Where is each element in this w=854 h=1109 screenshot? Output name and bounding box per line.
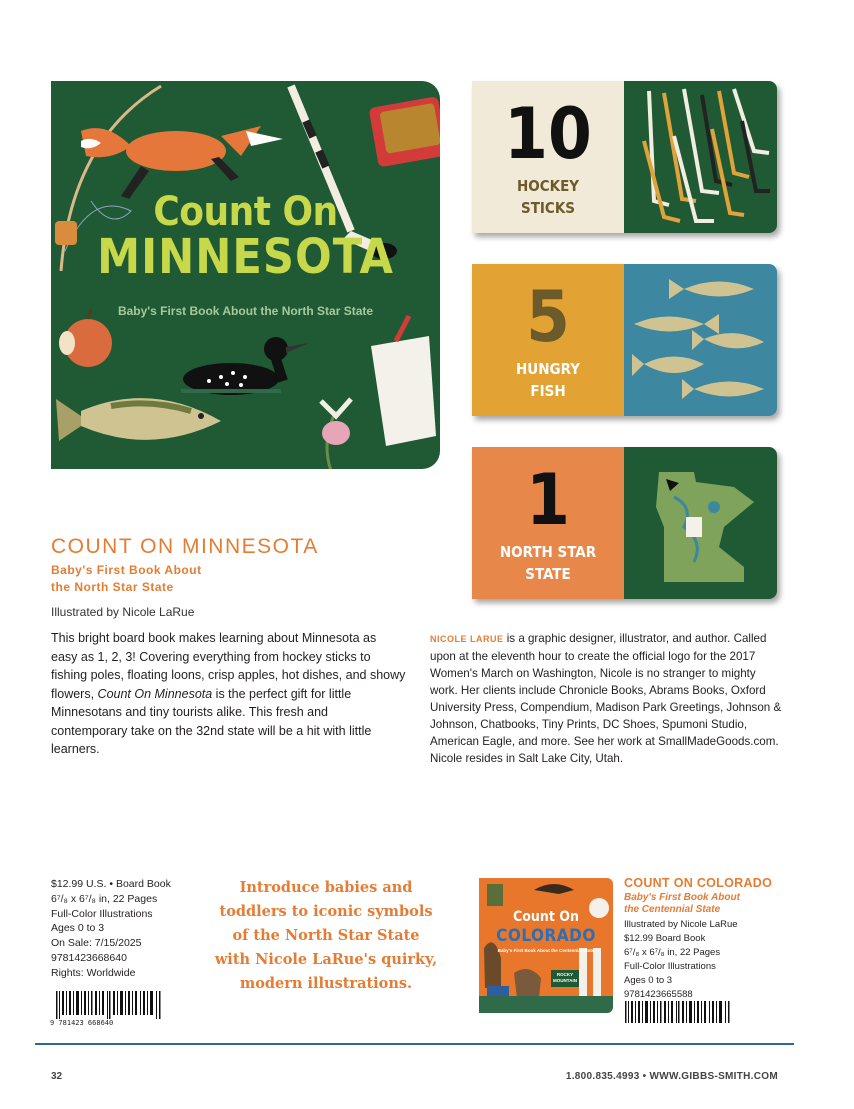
colorado-price: $12.99 Board Book <box>624 933 706 944</box>
spread-right-page <box>624 81 777 233</box>
barcode-number: 9 781423 668640 <box>50 1019 114 1027</box>
spread-number: 1 <box>526 459 570 541</box>
spread-number: 10 <box>504 93 592 175</box>
colorado-specs <box>624 918 738 1002</box>
spec-ages: Ages 0 to 3 <box>51 922 105 935</box>
spread-label-line2: STATE <box>525 565 571 583</box>
book-specs <box>51 877 171 981</box>
promo-line1: Introduce babies and <box>239 879 413 896</box>
spread-label-line1: HUNGRY <box>516 360 580 378</box>
promo-line3: of the North Star State <box>232 927 420 944</box>
book-cover-colorado <box>479 878 613 1013</box>
co-cover-title1: Count On <box>513 909 579 925</box>
colorado-ages: Ages 0 to 3 <box>624 975 673 986</box>
spec-rights: Rights: Worldwide <box>51 966 136 979</box>
spread-label <box>472 358 624 402</box>
spread-label-line1: NORTH STAR <box>499 543 597 561</box>
description-text: This bright board book makes learning about Minnesota as easy as 1, 2, 3! Covering everything from hockey sticks to fishing poles, floating loons, crisp apples, hot dishes, and showy flowers, <box>51 631 406 701</box>
fish-illustration <box>624 264 777 416</box>
spread-left-page <box>472 264 624 416</box>
book-description <box>51 629 406 759</box>
co-cover-title2: COLORADO <box>496 926 596 946</box>
spread-hockey-sticks <box>472 81 777 233</box>
author-bio-text: is a graphic designer, illustrator, and author. Called upon at the eleventh hour to create the official logo for the 2017 Women's March on Washington, Nicole is no stranger to mighty work. Her clients include Chronicle Books, Abrams Books, Oxford University Press, Compendium, Madison Park Greetings, Johnson & Johnson, Chatbooks, Tiny Prints, DC Shoes, Spumoni Studio, American Eagle, and more. See her work at SmallMadeGoods.com. Nicole resides in Salt Lake City, Utah. <box>430 632 782 765</box>
spread-right-page <box>624 264 777 416</box>
spread-label-line2: STICKS <box>520 199 576 217</box>
spec-illustrations: Full-Color Illustrations <box>51 907 153 920</box>
co-cover-sign-line1: ROCKY <box>556 972 574 977</box>
cover-title-count-on: Count On <box>153 189 338 235</box>
colorado-subtitle <box>624 892 740 916</box>
description-italic-title: Count On Minnesota <box>97 686 213 701</box>
loon-icon <box>181 337 309 395</box>
author-bio <box>430 630 782 767</box>
colorado-illustrations: Full-Color Illustrations <box>624 961 716 972</box>
cover-title-minnesota: MINNESOTA <box>97 229 394 285</box>
milk-glass-icon <box>371 316 436 446</box>
spread-label-line2: FISH <box>530 382 566 400</box>
spread-hungry-fish <box>472 264 777 416</box>
co-cover-subtitle: Baby's First Book About the Centennial State <box>497 948 595 953</box>
promo-line2: toddlers to iconic symbols <box>219 903 433 920</box>
promo-text <box>210 876 442 996</box>
spread-number: 5 <box>526 276 570 358</box>
page-number: 32 <box>51 1071 63 1082</box>
colorado-illustrator: Illustrated by Nicole LaRue <box>624 919 738 930</box>
colorado-size: 6⁷/₈ x 6⁷/₈ in, 22 Pages <box>624 947 721 958</box>
author-name: NICOLE LARUE <box>430 634 504 644</box>
colorado-title: COUNT ON COLORADO <box>624 876 773 890</box>
spec-price: $12.99 U.S. • Board Book <box>51 878 171 890</box>
co-cover-sign <box>551 970 579 987</box>
spec-on-sale: On Sale: 7/15/2025 <box>51 937 142 950</box>
spread-left-page <box>472 81 624 233</box>
book-subtitle-line2: the North Star State <box>51 580 174 594</box>
spread-label <box>472 541 624 585</box>
promo-line4: with Nicole LaRue's quirky, <box>214 951 438 968</box>
description-text-end: is the perfect gift for little Minnesotans and tiny tourists alike. This fresh and contemporary take on the 32nd state will be a hit with little learners. <box>51 686 372 756</box>
cover-subtitle: Baby's First Book About the North Star State <box>117 304 374 318</box>
fish-icon <box>56 398 221 441</box>
book-subtitle <box>51 562 202 596</box>
spread-left-page <box>472 447 624 599</box>
book-title: COUNT ON MINNESOTA <box>51 535 319 558</box>
spread-label-line1: HOCKEY <box>516 177 580 195</box>
barcode-minnesota <box>56 991 162 1019</box>
barcode-colorado <box>625 1001 731 1023</box>
book-subtitle-line1: Baby's First Book About <box>51 563 202 577</box>
colorado-subtitle-line2: the Centennial State <box>624 904 721 915</box>
spread-north-star-state <box>472 447 777 599</box>
spread-right-page <box>624 447 777 599</box>
colorado-isbn: 9781423665588 <box>624 989 693 1000</box>
co-cover-sign-line2: MOUNTAIN <box>553 978 577 983</box>
lady-slipper-flower-icon <box>321 399 351 469</box>
minnesota-map-icon <box>624 447 777 599</box>
book-illustrator: Illustrated by Nicole LaRue <box>51 605 195 619</box>
footer-contact: 1.800.835.4993 • WWW.GIBBS-SMITH.COM <box>565 1071 778 1082</box>
spread-label <box>472 175 624 219</box>
hotdish-icon <box>369 96 440 167</box>
spec-size: 6⁷/₈ x 6⁷/₈ in, 22 Pages <box>51 892 158 905</box>
hockey-sticks-illustration <box>624 81 777 233</box>
spec-isbn: 9781423668640 <box>51 951 127 964</box>
colorado-subtitle-line1: Baby's First Book About <box>624 892 740 903</box>
footer-rule <box>35 1043 794 1045</box>
promo-line5: modern illustrations. <box>239 975 413 992</box>
book-cover-minnesota <box>51 81 440 469</box>
